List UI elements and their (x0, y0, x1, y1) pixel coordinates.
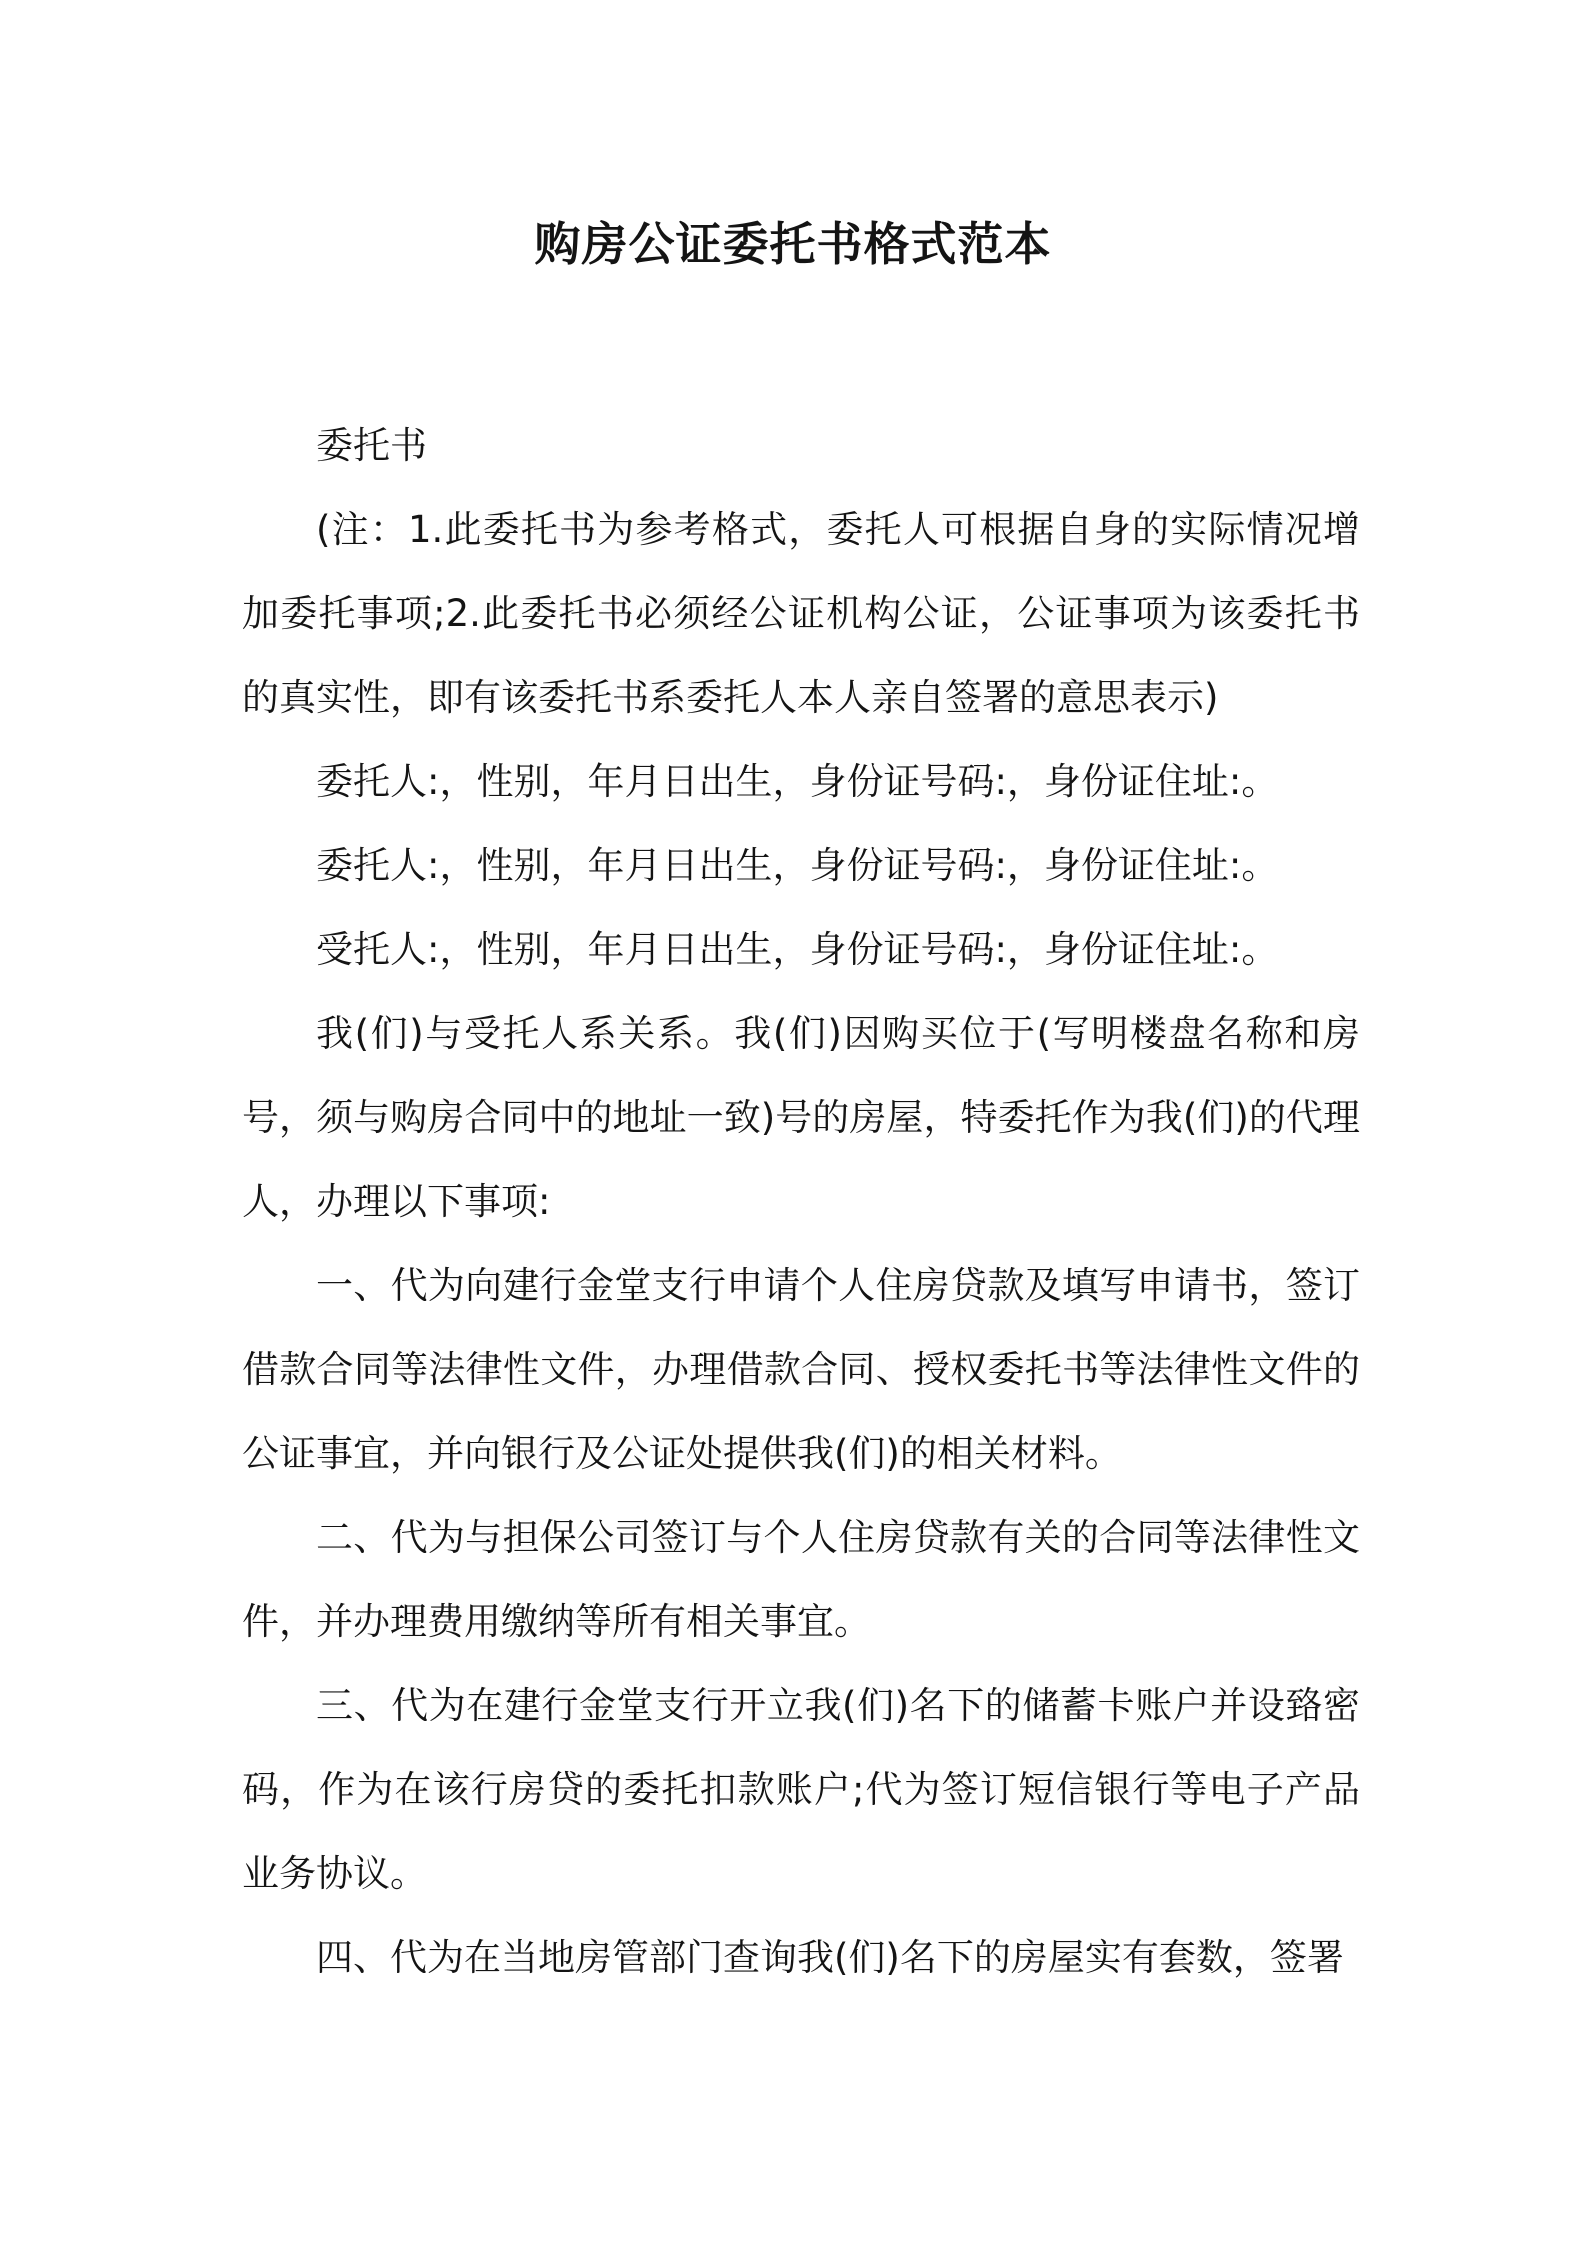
item-2-paragraph: 二、代为与担保公司签订与个人住房贷款有关的合同等法律性文件，并办理费用缴纳等所有相关事宜。 (242, 1516, 1360, 1643)
item-3-paragraph: 三、代为在建行金堂支行开立我(们)名下的储蓄卡账户并设臵密码，作为在该行房贷的委托扣款账户;代为签订短信银行等电子产品业务协议。 (242, 1684, 1360, 1895)
document-title: 购房公证委托书格式范本 (534, 217, 1052, 271)
principal-line-1: 委托人:，性别，年月日出生，身份证号码:，身份证住址:。 (316, 760, 1279, 803)
heading-label: 委托书 (316, 424, 427, 467)
item-1-paragraph: 一、代为向建行金堂支行申请个人住房贷款及填写申请书，签订借款合同等法律性文件，办理借款合同、授权委托书等法律性文件的公证事宜，并向银行及公证处提供我(们)的相关材料。 (242, 1264, 1360, 1475)
relationship-paragraph: 我(们)与受托人系关系。我(们)因购买位于(写明楼盘名称和房号，须与购房合同中的地址一致)号的房屋，特委托作为我(们)的代理人，办理以下事项: (242, 1012, 1360, 1223)
document-body (242, 404, 1360, 2000)
note-paragraph: (注：1.此委托书为参考格式，委托人可根据自身的实际情况增加委托事项;2.此委托书必须经公证机构公证，公证事项为该委托书的真实性，即有该委托书系委托人本人亲自签署的意思表示) (242, 508, 1360, 719)
item-4-paragraph: 四、代为在当地房管部门查询我(们)名下的房屋实有套数，签署 (316, 1936, 1344, 1979)
agent-line: 受托人:，性别，年月日出生，身份证号码:，身份证住址:。 (316, 928, 1279, 971)
principal-line-2: 委托人:，性别，年月日出生，身份证号码:，身份证住址:。 (316, 844, 1279, 887)
